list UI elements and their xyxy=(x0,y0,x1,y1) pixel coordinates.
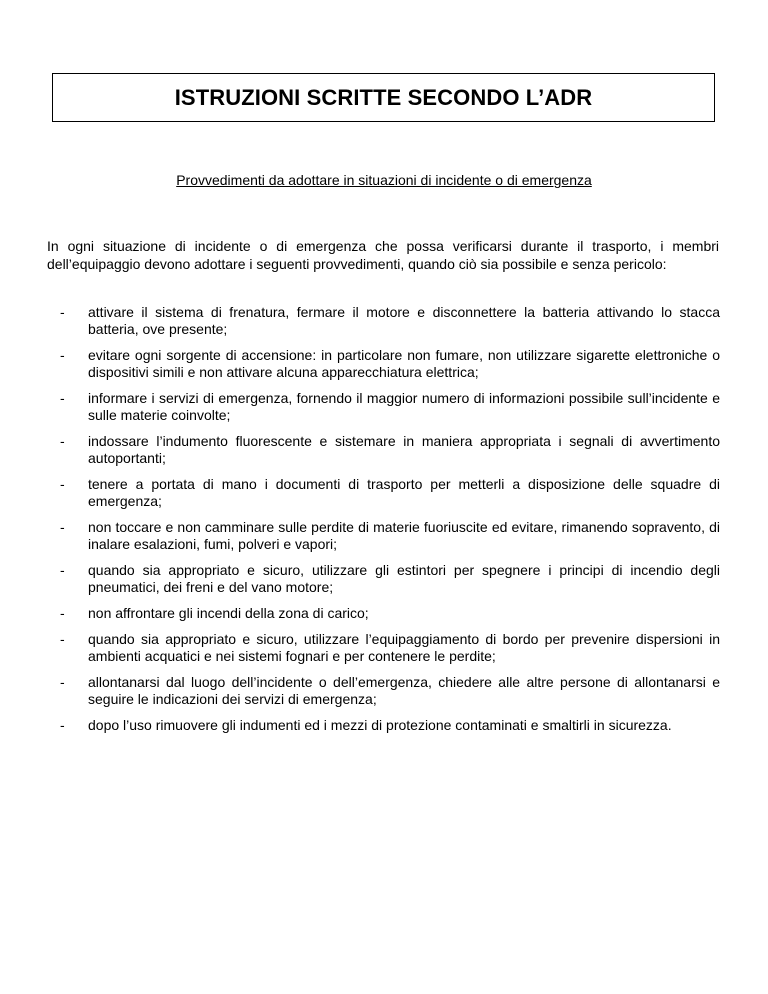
list-item xyxy=(60,674,720,708)
list-item-text: allontanarsi dal luogo dell’incidente o dell’emergenza, chiedere alle altre persone di allontanarsi e seguire le indicazioni dei servizi di emergenza; xyxy=(88,674,720,707)
list-item xyxy=(60,390,720,424)
list-item xyxy=(60,605,720,622)
list-item xyxy=(60,433,720,467)
list-item xyxy=(60,304,720,338)
list-bullet: - xyxy=(60,562,65,578)
list-item xyxy=(60,631,720,665)
section-subtitle: Provvedimenti da adottare in situazioni di incidente o di emergenza xyxy=(176,172,592,188)
list-bullet: - xyxy=(60,476,65,492)
list-bullet: - xyxy=(60,519,65,535)
list-item-text: indossare l’indumento fluorescente e sistemare in maniera appropriata i segnali di avvertimento autoportanti; xyxy=(88,433,720,466)
list-bullet: - xyxy=(60,631,65,647)
list-item xyxy=(60,519,720,553)
list-item-text: tenere a portata di mano i documenti di trasporto per metterli a disposizione delle squadre di emergenza; xyxy=(88,476,720,509)
list-bullet: - xyxy=(60,605,65,621)
list-item-text: quando sia appropriato e sicuro, utilizzare gli estintori per spegnere i principi di incendio degli pneumatici, dei freni e del vano motore; xyxy=(88,562,720,595)
instructions-list xyxy=(60,304,720,743)
list-item xyxy=(60,717,720,734)
list-item-text: non affrontare gli incendi della zona di carico; xyxy=(88,605,369,621)
list-item-text: non toccare e non camminare sulle perdite di materie fuoriuscite ed evitare, rimanendo sopravento, di inalare esalazioni, fumi, polveri e vapori; xyxy=(88,519,720,552)
intro-paragraph: In ogni situazione di incidente o di emergenza che possa verificarsi durante il trasporto, i membri dell’equipaggio devono adottare i seguenti provvedimenti, quando ciò sia possibile e senza pericolo: xyxy=(47,238,719,272)
list-item-text: informare i servizi di emergenza, fornendo il maggior numero di informazioni possibile sull’incidente e sulle materie coinvolte; xyxy=(88,390,720,423)
list-item-text: dopo l’uso rimuovere gli indumenti ed i mezzi di protezione contaminati e smaltirli in sicurezza. xyxy=(88,717,672,733)
list-bullet: - xyxy=(60,347,65,363)
list-item xyxy=(60,347,720,381)
list-item-text: attivare il sistema di frenatura, fermare il motore e disconnettere la batteria attivando lo stacca batteria, ove presente; xyxy=(88,304,720,337)
list-bullet: - xyxy=(60,433,65,449)
list-bullet: - xyxy=(60,390,65,406)
list-bullet: - xyxy=(60,717,65,733)
list-item xyxy=(60,562,720,596)
list-bullet: - xyxy=(60,304,65,320)
list-item-text: evitare ogni sorgente di accensione: in particolare non fumare, non utilizzare sigarette elettroniche o dispositivi simili e non attivare alcuna apparecchiatura elettrica; xyxy=(88,347,720,380)
list-item xyxy=(60,476,720,510)
list-item-text: quando sia appropriato e sicuro, utilizzare l’equipaggiamento di bordo per prevenire dispersioni in ambienti acquatici e nei sistemi fognari e per contenere le perdite; xyxy=(88,631,720,664)
page-title: ISTRUZIONI SCRITTE SECONDO L’ADR xyxy=(174,84,593,110)
list-bullet: - xyxy=(60,674,65,690)
title-box xyxy=(52,73,715,122)
